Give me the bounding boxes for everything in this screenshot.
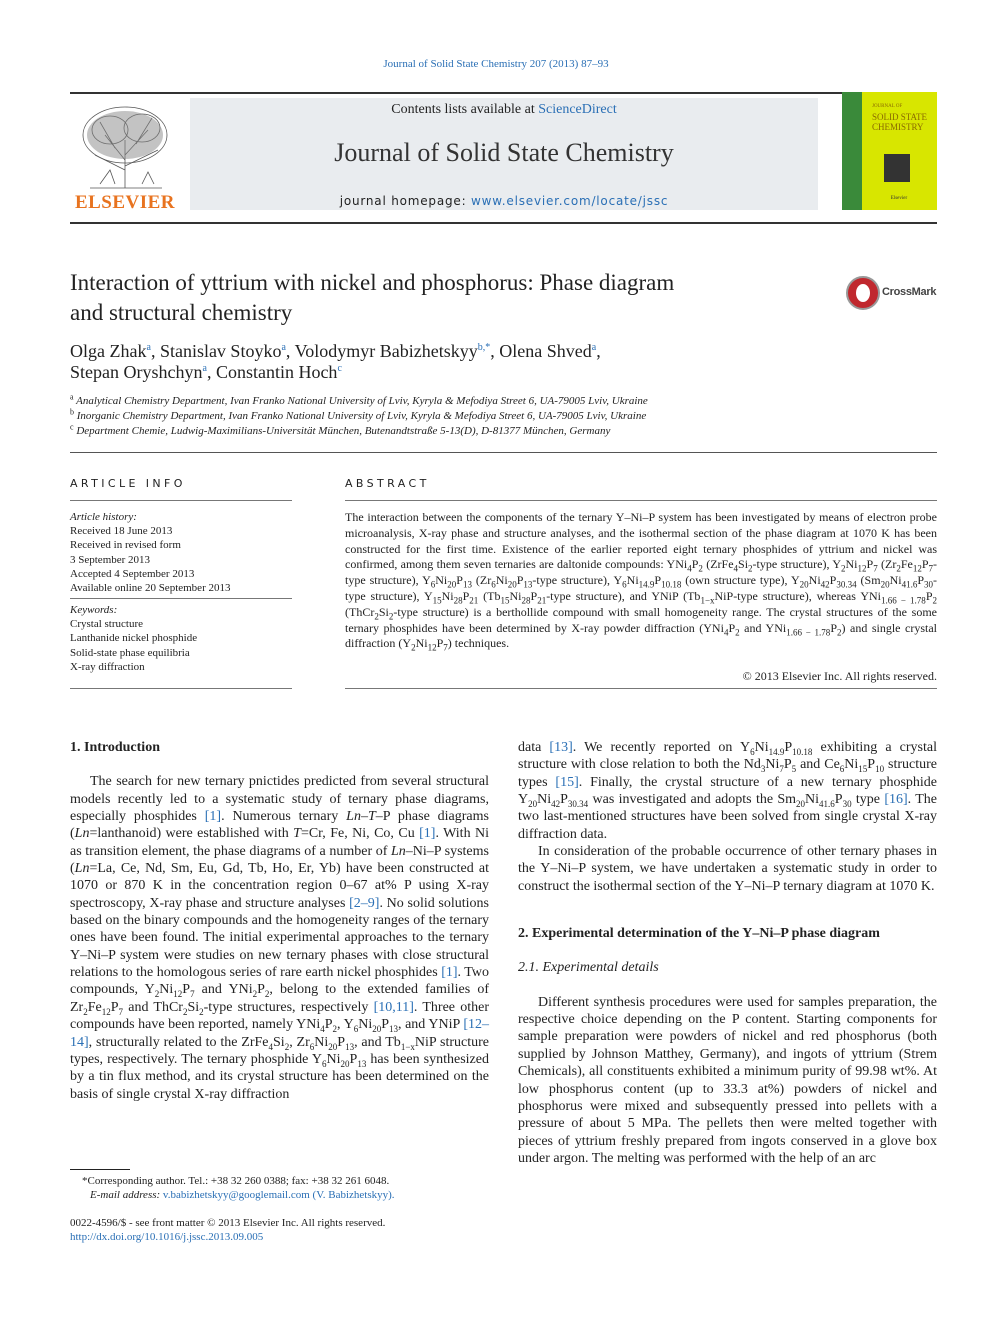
keyword: X-ray diffraction [70, 660, 145, 673]
keyword: Solid-state phase equilibria [70, 646, 190, 659]
author: Stepan Oryshchyn [70, 362, 203, 382]
author-list-line-2: Stepan Oryshchyn$^a$, Constantin Hoch$^c$ [70, 362, 342, 382]
divider [70, 598, 292, 599]
paragraph: data [13]. We recently reported on $Y_6Ni_{14.9}P_{10.18}$ exhibiting a crystal structure with close relation to both the $Nd_3Ni_7P_5$ and $Ce_6Ni_{15}P_{10}$ structure types [15]. Finally, the crystal structure of a new ternary phosphide $Y_{20}Ni_{42}P_{30.34}$ was investigated and adopts the $Sm_{20}Ni_{41.6}P_{30}$ type [16]. The two last-mentioned structures have been solved from single crystal X-ray diffraction data. [518, 740, 938, 842]
journal-title: Journal of Solid State Chemistry [334, 138, 674, 167]
crossmark-button[interactable] [846, 276, 938, 310]
email-link[interactable]: v.babizhetskyy@googlemail.com (V. Babizhetskyy). [162, 1189, 395, 1201]
history-item: Available online 20 September 2013 [70, 582, 231, 595]
journal-cover-thumbnail[interactable] [842, 92, 937, 210]
author: Constantin Hoch [215, 362, 338, 382]
history-item: Received in revised form [70, 539, 181, 552]
paragraph: Different synthesis procedures were used for samples preparation, the respective choice depending on the P content. Starting components for sample preparation were powders of nickel and red phosphorus (both supplied by Johnson Matthey, Germany), and ingots of yttrium (Strem Chemicals), all constituents exhibited a minimum purity of 99.98 wt%. At low phosphorus content (up to 33.3 at%) powders of nickel and phosphorus were mixed and subsequently pressed into pellets with a pressure of about 5 MPa. The pellets then were melted together with pieces of yttrium freshly prepared from ingots conserved in a glove box under argon. The melting was performed with the help of an arc [518, 994, 937, 1166]
author: Olga Zhak [70, 341, 147, 361]
abstract-heading: ABSTRACT [345, 477, 430, 490]
right-column [518, 739, 937, 1167]
title-line-2: and structural chemistry [70, 300, 293, 325]
sciencedirect-link[interactable]: ScienceDirect [538, 102, 617, 117]
cover-title: JOURNAL OF SOLID STATE CHEMISTRY [872, 104, 928, 132]
affiliation-a: $^a$ Analytical Chemistry Department, Ivan Franko National University of Lviv, Kyryla & Mefodiya Street 6, UA-79005 Lviv, Ukraine [70, 392, 648, 407]
cover-graphic [884, 154, 910, 182]
crossmark-icon [846, 276, 880, 310]
affiliation-c: $^c$ Department Chemie, Ludwig-Maximilians-Universität München, Butenandtstraße 5-13(D), D-81377 München, Germany [70, 422, 611, 437]
keywords-label: Keywords: [70, 604, 118, 616]
author: Olena Shved [499, 341, 592, 361]
author: Stanislav Stoyko [159, 341, 282, 361]
affiliation-b: $^b$ Inorganic Chemistry Department, Ivan Franko National University of Lviv, Kyryla & Mefodiya Street 6, UA-79005 Lviv, Ukraine [70, 407, 647, 422]
cover-publisher: Elsevier [890, 196, 908, 201]
crossmark-label: CrossMark [882, 286, 937, 298]
footnote-rule [70, 1169, 130, 1170]
citation-link[interactable]: [2–9] [349, 895, 380, 911]
header-rule-bottom [70, 222, 937, 224]
abstract-body: The interaction between the components of the ternary Y–Ni–P system has been investigated by means of electron probe microanalysis, X-ray phase and structure analyses, and the isothermal section of the phase diagram at 1070 K has been constructed for the first time. Existence of the earlier reported eight ternary phosphides of yttrium and nickel was confirmed, among them seven ternaries are daltonide compounds: $YNi_4P_2$ ($ZrFe_4Si_2$-type structure), $Y_2Ni_{12}P_7$ ($Zr_2Fe_{12}P_7$-type structure), $Y_6Ni_{20}P_{13}$ ($Zr_6Ni_{20}P_{13}$-type structure), $Y_6Ni_{14.9}P_{10.18}$ (own structure type), $Y_{20}Ni_{42}P_{30.34}$ ($Sm_{20}Ni_{41.6}P_{30}$-type structure), $Y_{15}Ni_{28}P_{21}$ ($Tb_{15}Ni_{28}P_{21}$-type structure), and YNiP ($Tb_{1-x}NiP$-type structure), whereas $YNi_{1.66 - 1.78}P_2$ ($ThCr_2Si_2$-type structure) is a berthollide compound with small homogeneity range. The crystal structures of the some ternary phosphides have been determined by X-ray powder diffraction ($YNi_4P_2$ and $YNi_{1.66 - 1.78}P_2$) and single crystal diffraction $(Y_2Ni_{12}P_7)$ techniques. [345, 510, 938, 653]
divider [70, 500, 292, 501]
citation-link[interactable]: [15] [555, 774, 579, 790]
issn-block [70, 1216, 385, 1244]
footnote [70, 1174, 489, 1202]
affiliation-link[interactable]: c [337, 363, 342, 374]
affiliation-link[interactable]: b,* [477, 342, 491, 353]
divider [70, 452, 937, 453]
history-item: Received 18 June 2013 [70, 525, 173, 538]
section-heading-introduction: 1. Introduction [70, 740, 160, 755]
article-info-heading: ARTICLE INFO [70, 477, 186, 490]
doi-link[interactable]: http://dx.doi.org/10.1016/j.jssc.2013.09.005 [70, 1231, 264, 1243]
subsection-heading: 2.1. Experimental details [518, 960, 659, 976]
affiliation-link[interactable]: a [146, 342, 151, 353]
citation-link[interactable]: [1] [419, 826, 436, 842]
divider [70, 688, 292, 689]
citation-link[interactable]: [13] [549, 740, 573, 755]
title-line-1: Interaction of yttrium with nickel and phosphorus: Phase diagram [70, 270, 675, 295]
contents-line [190, 102, 818, 118]
section-heading-experimental: 2. Experimental determination of the Y–Ni–P phase diagram [518, 926, 880, 942]
keyword: Crystal structure [70, 618, 144, 631]
citation-link[interactable]: [1] [204, 809, 222, 825]
homepage-link[interactable]: www.elsevier.com/locate/jssc [471, 194, 669, 208]
contents-prefix: Contents lists available at [391, 102, 539, 117]
publisher-wordmark[interactable]: ELSEVIER [74, 192, 176, 213]
affiliation-link[interactable]: a [591, 342, 597, 353]
keywords [70, 603, 292, 674]
history-item: Accepted 4 September 2013 [70, 567, 195, 580]
homepage-line [190, 194, 818, 208]
history-label: Article history: [70, 511, 137, 523]
author-list-line-1: Olga Zhak$^a$, Stanislav Stoyko$^a$, Volodymyr Babizhetskyy$^{b,*}$, Olena Shved$^a$, [70, 341, 601, 361]
journal-reference[interactable]: Journal of Solid State Chemistry 207 (2013) 87–93 [383, 58, 609, 70]
affiliation-link[interactable]: a [202, 363, 207, 374]
homepage-prefix: journal homepage: [339, 194, 472, 208]
article-history [70, 510, 292, 595]
left-column [70, 739, 489, 1103]
keyword: Lanthanide nickel phosphide [70, 632, 198, 645]
copyright: © 2013 Elsevier Inc. All rights reserved. [742, 669, 937, 683]
author: Volodymyr Babizhetskyy [294, 341, 478, 361]
affiliation-link[interactable]: a [281, 342, 286, 353]
citation-link[interactable]: [10,11] [373, 999, 414, 1015]
citation-link[interactable]: [1] [441, 965, 458, 981]
header-rule-top [70, 92, 937, 94]
paragraph: The search for new ternary pnictides predicted from several structural models recently led to a systematic study of ternary phase diagrams, especially phosphides [1]. Numerous ternary Ln–T–P phase diagrams (Ln=lanthanoid) were established with T=Cr, Fe, Ni, Co, Cu [1]. With Ni as transition element, the phase diagrams of a number of Ln–Ni–P systems (Ln=La, Ce, Nd, Sm, Eu, Gd, Tb, Ho, Er, Yb) have been constructed at 1070 or 870 K in the concentration region 0–67 at% P using X-ray spectroscopy, X-ray phase and structure analyses [2–9]. No solid solutions based on the binary compounds and the homogeneity ranges of the ternary ones have been found. The initial experimental approaches to the ternary Y–Ni–P system were studies on new ternary phases with close structural relations to the homologous series of rare earth nickel phosphides [1]. Two compounds, $Y_2Ni_{12}P_7$ and $YNi_2P_2$, belong to the extended families of $Zr_2Fe_{12}P_7$ and $ThCr_2Si_2$-type structures, respectively [10,11]. Three other compounds have been reported, namely $YNi_4P_2$, $Y_6Ni_{20}P_{13}$, and YNiP [12–14], structurally related to the $ZrFe_4Si_2$, $Zr_6Ni_{20}P_{13}$, and $Tb_{1-x}NiP$ structure types, respectively. The ternary phosphide $Y_6Ni_{20}P_{13}$ has been synthesized by a tin flux method, and its crystal structure has been determined on the basis of single crystal X-ray diffraction [70, 774, 490, 1102]
paper-title [70, 268, 810, 328]
history-item: 3 September 2013 [70, 553, 151, 566]
cover-strip [842, 92, 862, 210]
issn-line: 0022-4596/$ - see front matter © 2013 Elsevier Inc. All rights reserved. [70, 1217, 386, 1229]
corresponding-author-note: *Corresponding author. Tel.: +38 32 260 0388; fax: +38 32 261 6048. [82, 1175, 390, 1187]
paragraph: In consideration of the probable occurrence of other ternary phases in the Y–Ni–P system, we have undertaken a systematic study in order to construct the isothermal section of the Y–Ni–P ternary diagram at 1070 K. [518, 844, 937, 894]
email-line: E-mail address: v.babizhetskyy@googlemail.com (V. Babizhetskyy). [90, 1189, 395, 1201]
citation-link[interactable]: [16] [884, 792, 908, 808]
citation-link[interactable]: [12–14] [70, 1017, 489, 1050]
divider [345, 688, 937, 689]
divider [345, 500, 937, 501]
